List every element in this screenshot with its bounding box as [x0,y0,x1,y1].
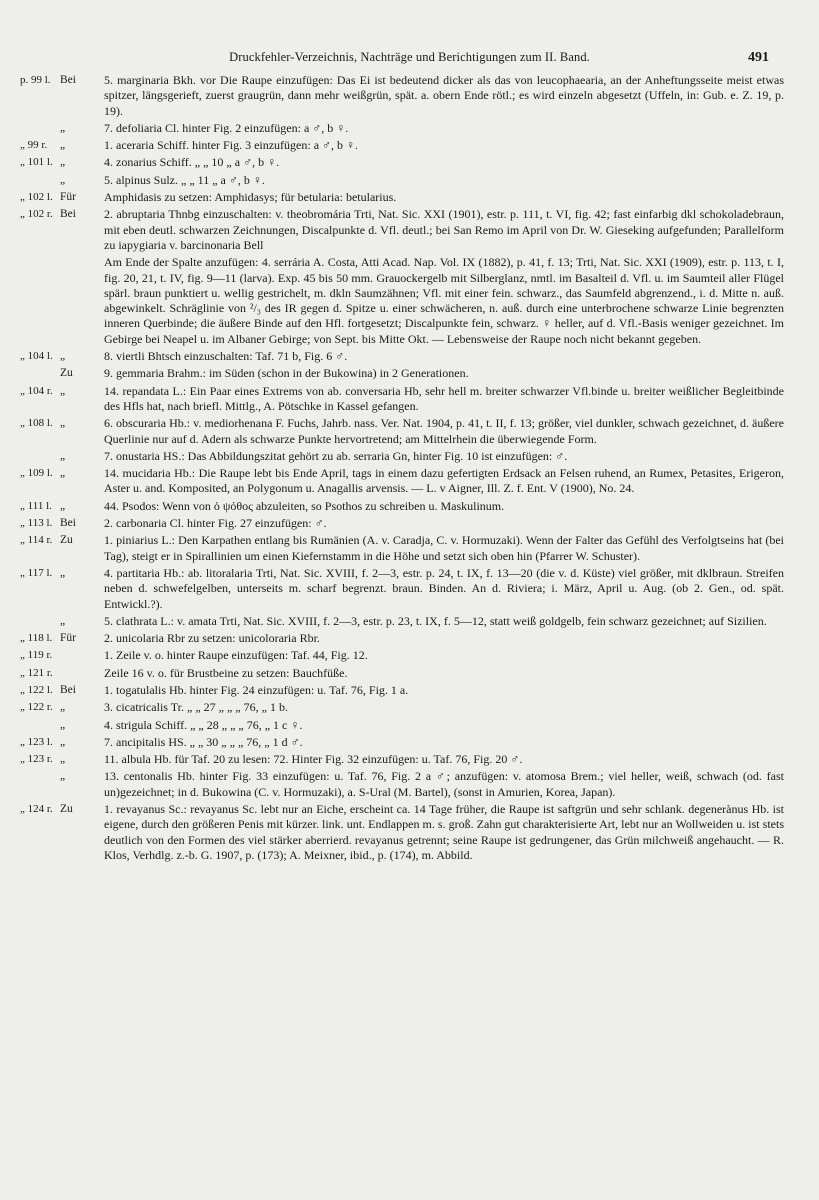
entry-text: 8. viertli Bhtsch einzuschalten: Taf. 71 b, Fig. 6 ♂. [104,349,348,364]
entry-text: 4. zonarius Schiff. „ „ 10 „ a ♂, b ♀. [104,155,280,170]
errata-entry [0,666,819,681]
page-header [0,50,819,68]
entry-text: 13. centonalis Hb. hinter Fig. 33 einzufügen: u. Taf. 76, Fig. 2 a ♂; anzufügen: v. atomosa Brem.; viel heller, weiß, schwach (od. fast un)gezeichnet; in d. Bukowina (C. v. Hormuzaki), a. S-Ural (M. Bartel), (sonst in Amurien, Korea, Japan). [104,769,784,799]
entry-text: Zeile 16 v. o. für Brustbeine zu setzen: Bauchfüße. [104,665,348,680]
errata-entry [0,207,819,253]
entry-page-ref [0,769,60,800]
entry-prefix [60,666,104,681]
entry-page-ref: „ 124 r. [20,803,53,816]
entry-text: 2. carbonaria Cl. hinter Fig. 27 einzufügen: ♂. [104,516,327,531]
entry-text: 4. partitaria Hb.: ab. litoralaria Trti, Nat. Sic. XVIII, f. 2—3, estr. p. 24, t. IX, f. 13—20 (die v. d. Küste) viel größer, mit dklbraun. Streifen neben d. schwefelgelben, unterseits m. scharf begrenzt. braun. Binden. An d. Riviera; i. März, April u. Aug. (ob 2. Gen., od. spät. Entwickl.?). [104,565,784,611]
errata-entry [0,752,819,767]
entry-page-ref: „ 102 r. [20,208,53,221]
entry-prefix: „ [60,384,66,397]
entry-text: 44. Psodos: Wenn von ὁ ψόθος abzuleiten, so Psothos zu schreiben u. Maskulinum. [104,498,505,513]
errata-entry [0,683,819,698]
errata-entry [0,466,819,497]
entry-text: 1. Zeile v. o. hinter Raupe einzufügen: Taf. 44, Fig. 12. [104,648,368,663]
entry-page-ref: „ 119 r. [20,649,53,662]
entry-page-ref: „ 118 l. [20,632,53,645]
errata-entry [0,121,819,136]
entry-text: 5. marginaria Bkh. vor Die Raupe einzufügen: Das Ei ist bedeutend dicker als das von leucophaearia, an der Anheftungsseite meist etwas spitzer, längsgerieft, zuerst graugrün, dann mehr weißgrün, spät. a. obern Ende rötl.; es wird einzeln abgesetzt (Uffeln, in: Gub. e. Z. 19, p. 19). [104,73,784,118]
entry-page-ref: „ 99 r. [20,139,48,152]
entry-prefix [60,255,104,347]
entry-text: 2. unicolaria Rbr zu setzen: unicoloraria Rbr. [104,631,320,646]
entry-prefix [60,648,104,663]
entry-text: 7. onustaria HS.: Das Abbildungszitat gehört zu ab. serraria Gn, hinter Fig. 10 ist einzufügen: ♂. [104,448,568,463]
entry-prefix: „ [60,770,66,783]
entry-prefix: „ [60,718,66,731]
entry-spacer [0,863,819,865]
entry-page-ref [0,449,60,464]
errata-entry [0,566,819,612]
errata-entry [0,700,819,715]
entry-page-ref [0,366,60,381]
entry-prefix: Für [60,191,76,204]
errata-entry [0,155,819,170]
entry-prefix: „ [60,566,66,579]
errata-entry [0,449,819,464]
entry-page-ref [0,173,60,188]
entry-prefix: „ [60,139,66,152]
entry-page-ref: „ 111 l. [20,499,52,512]
entry-prefix: „ [60,753,66,766]
entry-prefix: „ [60,173,66,186]
page-number: 491 [748,50,769,65]
entry-page-ref [0,121,60,136]
entry-prefix: Bei [60,517,76,530]
entry-text: 3. cicatricalis Tr. „ „ 27 „ „ „ 76, „ 1 b. [104,700,288,715]
errata-entry [0,533,819,564]
entry-text: 6. obscuraria Hb.: v. mediorhenana F. Fuchs, Jahrb. nass. Ver. Nat. 1904, p. 41, t. II, f. 13; größer, viel dunkler, schwach gezeichnet, d. äußere Querlinie nur auf d. Adern als schwarze Punkte hervortretend; am Mittelrhein die überwiegende Form. [104,416,784,446]
errata-list [0,73,819,865]
entry-page-ref: „ 102 l. [20,191,53,204]
entry-page-ref: „ 123 l. [20,735,53,748]
entry-text: 1. togatulalis Hb. hinter Fig. 24 einzufügen: u. Taf. 76, Fig. 1 a. [104,682,409,697]
entry-text: 1. revayanus Sc.: revayanus Sc. lebt nur an Eiche, erscheint ca. 14 Tage früher, die Raupe ist saftgrün und sehr schlank. degenerànus Hb. ist eigene, durch den größeren Penis mit kürzer. link. unt. Endlappen m. s. groß. Zahn gut charakterisierte Art, lebt nur an Wollweiden u. ist stets deutlich von den Formen des viel stärker aberrierd. revayanus getrennt; seine Raupe ist gedrungener, das Grün milchweiß angehaucht. — R. Klos, Verhdlg. z.-b. G. 1907, p. (173); A. Meixner, ibid., p. (174), m. Abbild. [104,802,784,862]
entry-text: 9. gemmaria Brahm.: im Süden (schon in der Bukowina) in 2 Generationen. [104,366,469,381]
errata-entry [0,190,819,205]
errata-entry [0,718,819,733]
entry-prefix: Bei [60,683,76,696]
entry-page-ref: „ 122 l. [20,683,53,696]
entry-page-ref: „ 108 l. [20,417,53,430]
errata-entry [0,516,819,531]
entry-page-ref [0,718,60,733]
entry-text: Amphidasis zu setzen: Amphidasys; für betularia: betularius. [104,190,397,205]
errata-entry [0,648,819,663]
entry-prefix: „ [60,499,66,512]
errata-entry [0,416,819,447]
entry-prefix: „ [60,156,66,169]
entry-prefix: „ [60,467,66,480]
entry-page-ref: „ 122 r. [20,701,53,714]
entry-prefix: Zu [60,803,73,816]
entry-prefix: „ [60,701,66,714]
entry-text: Am Ende der Spalte anzufügen: 4. serrária A. Costa, Atti Acad. Nap. Vol. IX (1882), p. 41, f. 13; Trti, Nat. Sic. XXI (1909), estr. p. 113, t. I, fig. 20, 21, t. IV, fig. 9—11 (larva). Exp. 45 bis 50 mm. Grauockergelb mit Silberglanz, nmtl. im Basalteil d. Vfl. u. im Saumteil aller Flügel spärl. braun punktiert u. wellig gestrichelt, m. dkln Saumzähnen; Vfl. mit einer fein. schwarz., das Saumfeld abgrenzend., i. d. Mitte n. auß. abgewinkelt. Schräglinie von ²/₃ des IR gegen d. Spitze u. einer schwächeren, n. auß. durch eine unterbrochene schwarze Linie begrenzten inneren Querbinde; die äußere Binde auf den Hfl. fortgesetzt; Discalpunkte fein, schwarz. ♀ heller, auf d. Vfl.-Basis weniger gezeichnet. Im Gebirge bei Neapel u. im Albaner Gebirge; von Sept. bis Mitte Okt. — Lebensweise der Raupe noch nicht bekannt gegeben. [104,255,784,346]
entry-page-ref: „ 104 l. [20,350,53,363]
errata-entry [0,384,819,415]
entry-page-ref: p. 99 l. [20,74,51,86]
entry-page-ref: „ 113 l. [20,517,53,530]
entry-prefix: „ [60,350,66,363]
entry-text: 1. aceraria Schiff. hinter Fig. 3 einzufügen: a ♂, b ♀. [104,138,359,153]
entry-text: 1. piniarius L.: Den Karpathen entlang bis Rumänien (A. v. Caradja, C. v. Hormuzaki). Wenn der Falter das Gefühl des Verfolgtseins hat (bei Tag), steigt er in Spirallinien um einen Kiefernstamm in die Höhe und setzt sich oben hin (Pfarrer W. Schuster). [104,533,784,563]
entry-text: 14. mucidaria Hb.: Die Raupe lebt bis Ende April, tags in einem dazu gefertigten Erdsack an Felsen ruhend, an Rumex, Petasites, Erigeron, Aster u. and. Komposited, an Polygonum u. Anagallis arvensis. — L. v Aigner, Ill. Z. f. Ent. V (1900), No. 24. [104,466,784,496]
errata-entry [0,802,819,863]
entry-prefix: Bei [60,74,76,86]
entry-prefix: „ [60,614,66,627]
entry-text: 4. strigula Schiff. „ „ 28 „ „ „ 76, „ 1 c ♀. [104,717,303,732]
running-title: Druckfehler-Verzeichnis, Nachträge und Berichtigungen zum II. Band. [229,50,590,64]
errata-entry [0,735,819,750]
entry-prefix: Zu [60,534,73,547]
entry-prefix: Bei [60,208,76,221]
errata-entry [0,614,819,629]
entry-page-ref [0,255,60,347]
errata-entry [0,255,819,347]
errata-entry [0,631,819,646]
entry-prefix: „ [60,121,66,134]
entry-text: 2. abruptaria Thnbg einzuschalten: v. theobromária Trti, Nat. Sic. XXI (1901), estr. p. 111, t. VI, fig. 42; fast einfarbig dkl schokoladebraun, mit eben deutl. schwarzen Zeichnungen, Discalpunkte d. Vfl. deutl.; bei San Remo im April von Dr. W. Gieseking aufgefunden; Parallelform zu iapygiaria v. barcinonaria Bell [104,207,784,252]
errata-entry [0,138,819,153]
entry-prefix: „ [60,449,66,462]
entry-page-ref: „ 117 l. [20,566,53,579]
errata-entry [0,349,819,364]
entry-text: 7. ancipitalis HS. „ „ 30 „ „ „ 76, „ 1 d ♂. [104,734,303,749]
entry-prefix: „ [60,417,66,430]
entry-prefix: Zu [60,367,73,380]
entry-text: 5. clathrata L.: v. amata Trti, Nat. Sic. XVIII, f. 2—3, estr. p. 23, t. IX, f. 5—12, statt weiß goldgelb, fein schwarz gezeichnet; auf Sizilien. [104,613,767,628]
entry-page-ref: „ 121 r. [20,666,53,679]
entry-prefix: „ [60,735,66,748]
errata-entry [0,73,819,119]
entry-page-ref: „ 104 r. [20,384,53,397]
entry-text: 14. repandata L.: Ein Paar eines Extrems von ab. conversaria Hb, sehr hell m. breiter schwarzer Vfl.binde u. breiter weißlicher Begleitbinde des Hfls hat, nach briefl. Mittlg., A. Pötschke in Kassel gefangen. [104,383,784,413]
entry-text: 7. defoliaria Cl. hinter Fig. 2 einzufügen: a ♂, b ♀. [104,120,349,135]
entry-text: 5. alpinus Sulz. „ „ 11 „ a ♂, b ♀. [104,172,265,187]
errata-entry [0,769,819,800]
errata-entry [0,499,819,514]
entry-text: 11. albula Hb. für Taf. 20 zu lesen: 72. Hinter Fig. 32 einzufügen: u. Taf. 76, Fig. 20 ♂. [104,752,523,767]
entry-page-ref: „ 109 l. [20,467,53,480]
entry-prefix: Für [60,632,76,645]
entry-page-ref [0,614,60,629]
errata-entry [0,366,819,381]
errata-entry [0,173,819,188]
entry-page-ref: „ 123 r. [20,753,53,766]
entry-page-ref: „ 114 r. [20,534,53,547]
entry-page-ref: „ 101 l. [20,156,53,169]
